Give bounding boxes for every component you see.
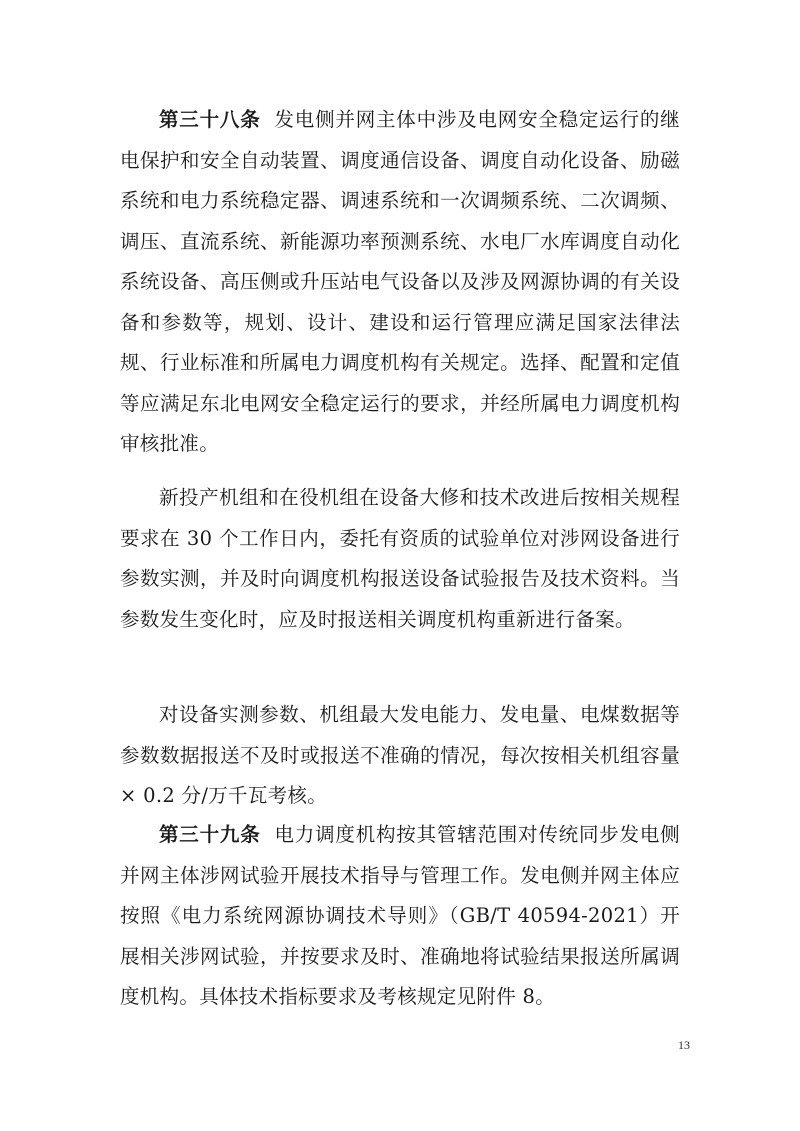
article-38-paragraph bbox=[120, 100, 680, 465]
new-units-text: 新投产机组和在役机组在设备大修和技术改进后按相关规程要求在 30 个工作日内，委托有资质的试验单位对涉网设备进行参数实测，并及时向调度机构报送设备试验报告及技术资料。当参数发生变化时，应及时报送相关调度机构重新进行备案。 bbox=[120, 486, 680, 631]
article-39-heading: 第三十九条 bbox=[159, 823, 261, 846]
article-38-heading: 第三十八条 bbox=[159, 108, 261, 131]
article-39-paragraph bbox=[120, 815, 680, 1018]
article-39-text: 电力调度机构按其管辖范围对传统同步发电侧并网主体涉网试验开展技术指导与管理工作。发电侧并网主体应按照《电力系统网源协调技术导则》（GB/T 40594-2021）开展相关涉网试验，并按要求及时、准确地将试验结果报送所属调度机构。具体技术指标要求及考核规定见附件 8。 bbox=[120, 823, 680, 1008]
reporting-penalty-paragraph bbox=[120, 695, 680, 817]
article-38-text: 发电侧并网主体中涉及电网安全稳定运行的继电保护和安全自动装置、调度通信设备、调度自动化设备、励磁系统和电力系统稳定器、调速系统和一次调频系统、二次调频、调压、直流系统、新能源功率预测系统、水电厂水库调度自动化系统设备、高压侧或升压站电气设备以及涉及网源协调的有关设备和参数等，规划、设计、建设和运行管理应满足国家法律法规、行业标准和所属电力调度机构有关规定。选择、配置和定值等应满足东北电网安全稳定运行的要求，并经所属电力调度机构审核批准。 bbox=[120, 108, 680, 455]
reporting-penalty-text: 对设备实测参数、机组最大发电能力、发电量、电煤数据等参数数据报送不及时或报送不准确的情况，每次按相关机组容量 × 0.2 分/万千瓦考核。 bbox=[120, 703, 680, 807]
page-number: 13 bbox=[678, 1038, 690, 1052]
new-units-paragraph bbox=[120, 478, 680, 640]
